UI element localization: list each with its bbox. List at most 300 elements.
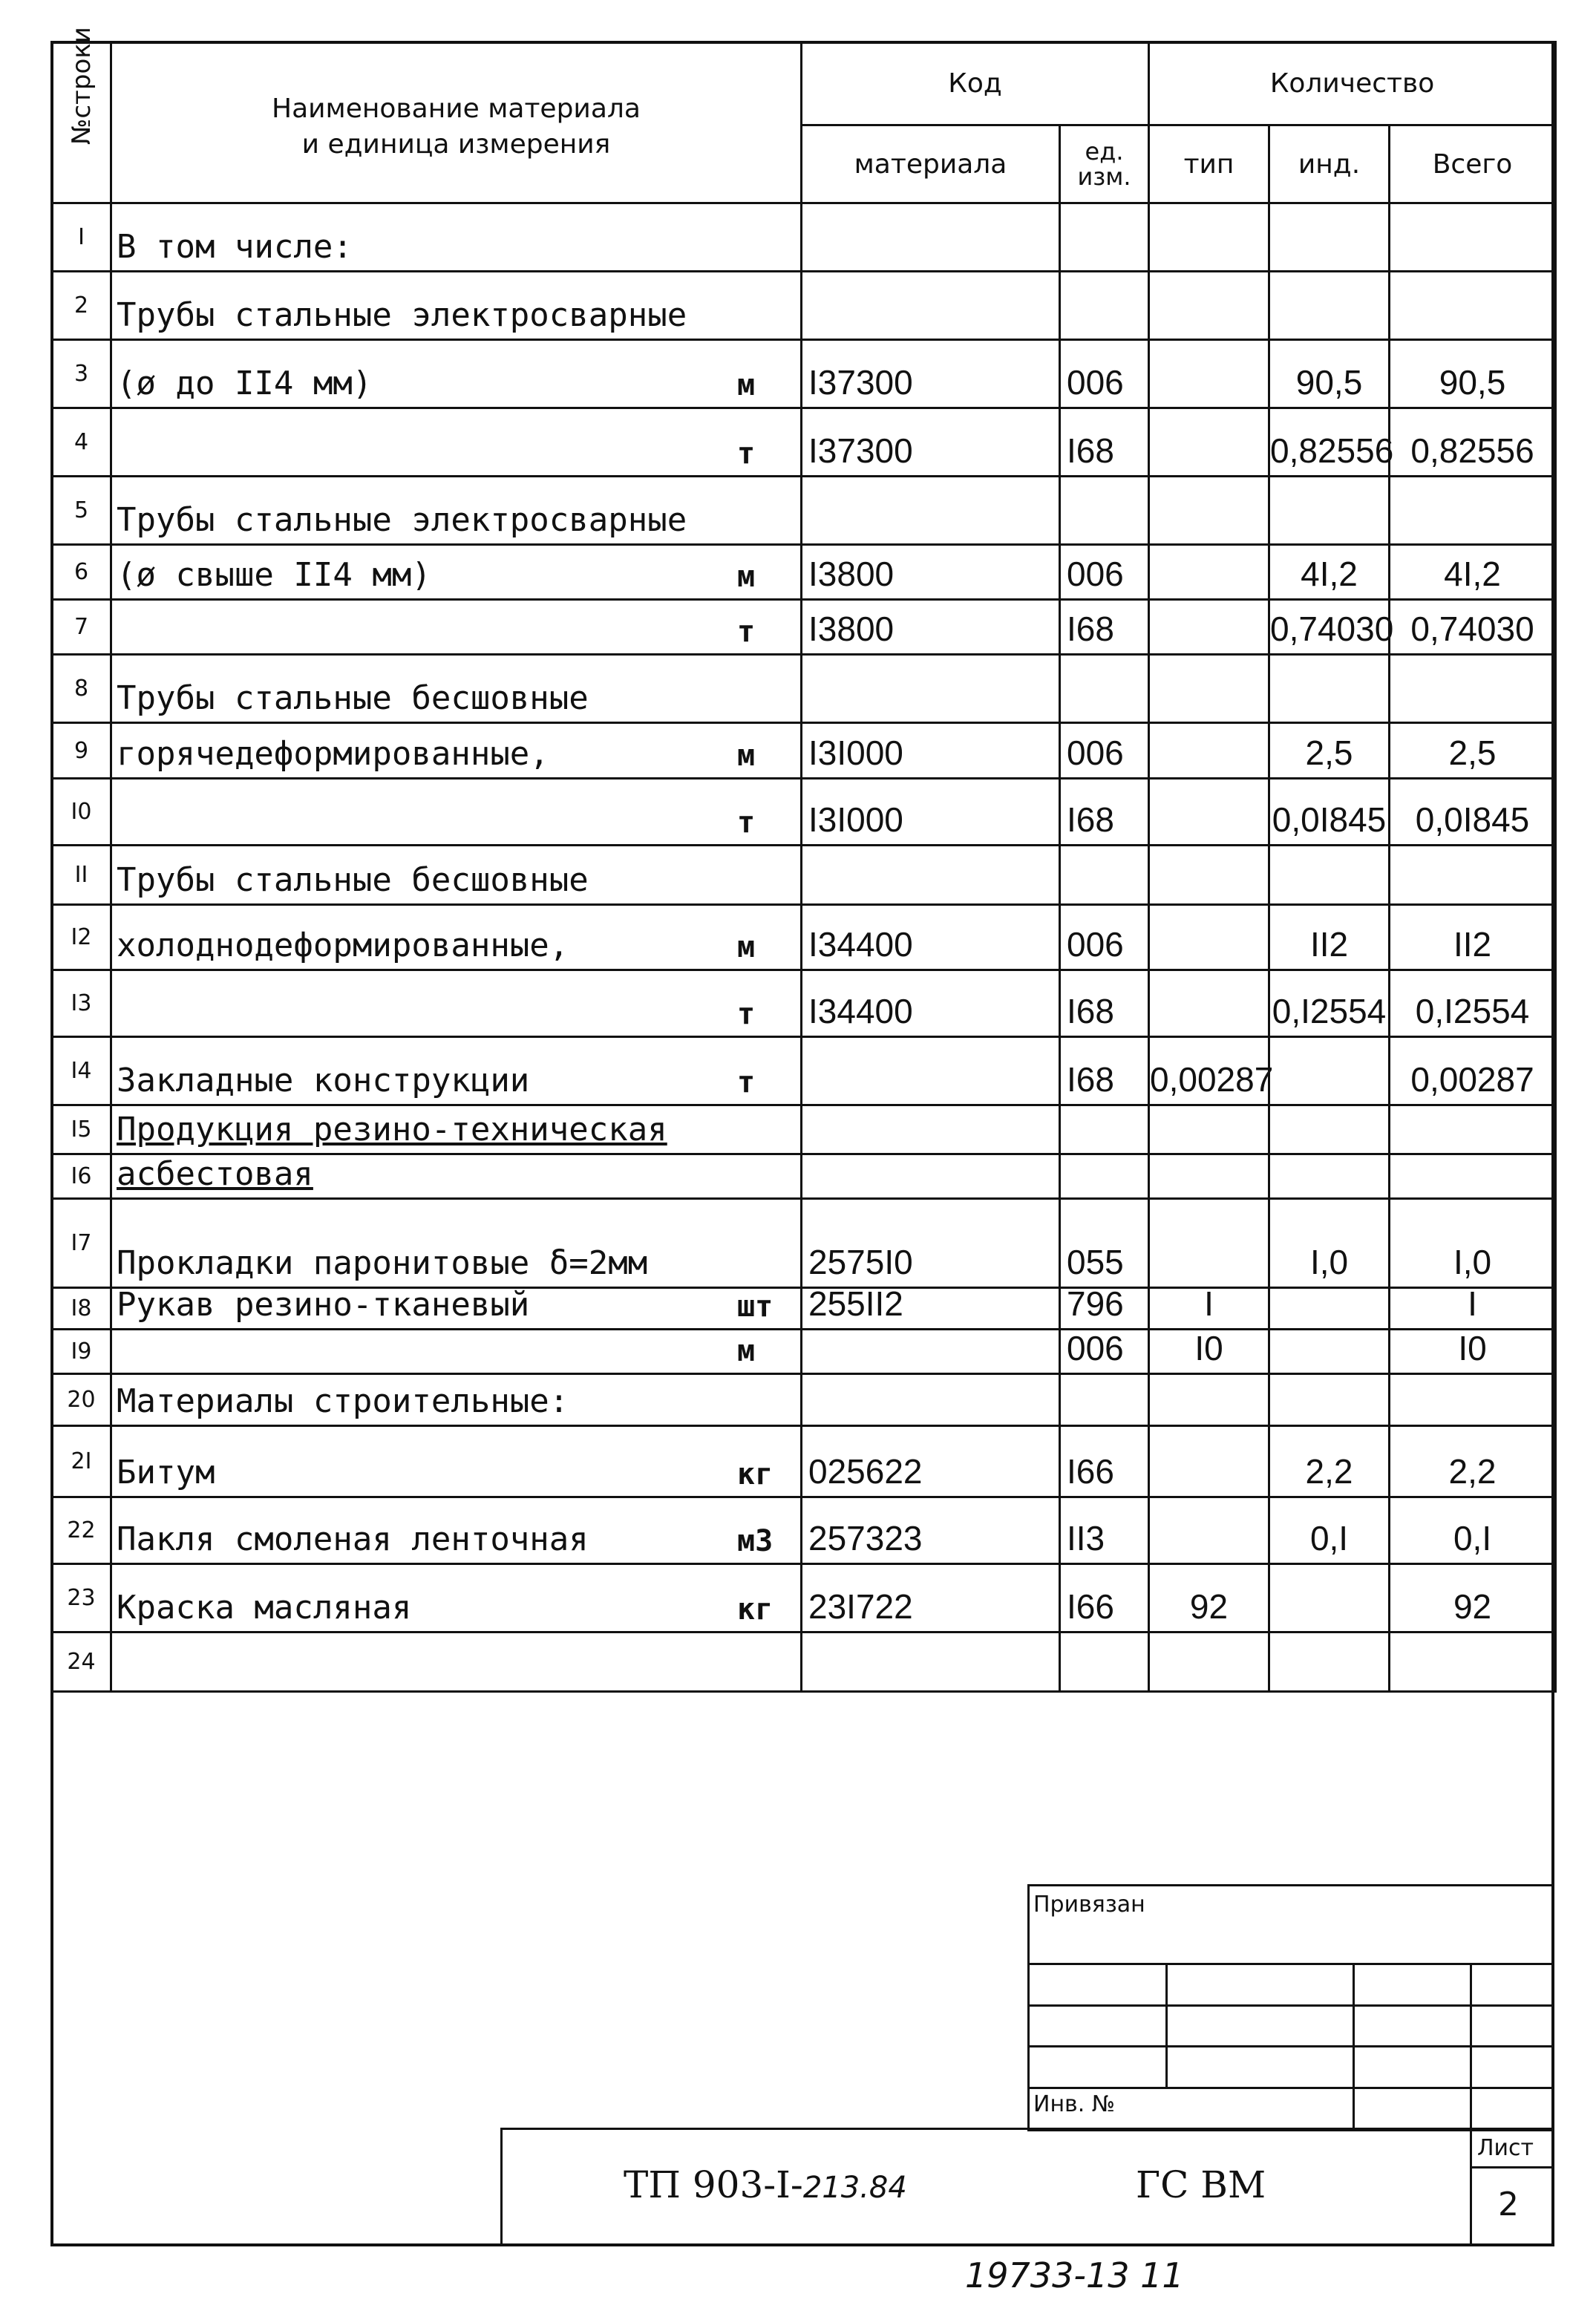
document-code-prefix: ТП 903-I- — [624, 2163, 803, 2206]
quantity-group-header: Количество — [1149, 42, 1556, 125]
material-name: Трубы стальные бесшовные — [117, 861, 589, 899]
row-number-cell — [52, 723, 111, 779]
type-qty-cell — [1149, 600, 1269, 655]
ind-qty-cell — [1269, 723, 1390, 779]
ind-qty-cell — [1269, 970, 1390, 1037]
unit-code: I68 — [1067, 431, 1114, 470]
table-row — [52, 1497, 1556, 1564]
material-name: В том числе: — [117, 228, 353, 266]
material-name-cell — [111, 203, 802, 272]
total-qty-cell — [1390, 1330, 1556, 1374]
ind-quantity: 0,0I845 — [1272, 800, 1387, 839]
type-qty-cell — [1149, 203, 1269, 272]
total-quantity: 90,5 — [1439, 363, 1506, 402]
unit-code: 006 — [1067, 925, 1124, 964]
material-name-cell — [111, 408, 802, 477]
unit-code-cell — [1060, 655, 1149, 723]
material-code-cell — [802, 1105, 1060, 1154]
unit-of-measure: м — [737, 930, 756, 964]
material-name: (ø свыше II4 мм) — [117, 556, 431, 594]
unit-code-cell — [1060, 1497, 1149, 1564]
unit-code: I66 — [1067, 1452, 1114, 1491]
table-row — [52, 1154, 1556, 1199]
table-row — [52, 655, 1556, 723]
type-quantity: 0,00287 — [1150, 1060, 1274, 1099]
total-qty-cell — [1390, 846, 1556, 905]
total-qty-cell — [1390, 1154, 1556, 1199]
type-qty-cell — [1149, 340, 1269, 408]
unit-code-cell — [1060, 1105, 1149, 1154]
row-number: 9 — [73, 737, 89, 764]
row-number: 7 — [73, 614, 89, 640]
total-quantity: 0,0I845 — [1415, 800, 1530, 839]
ind-quantity: I,0 — [1309, 1243, 1349, 1281]
total-qty-cell — [1390, 1199, 1556, 1288]
unit-code-cell — [1060, 1330, 1149, 1374]
table-row — [52, 1426, 1556, 1497]
unit-of-measure: т — [737, 615, 756, 649]
stamp-line — [1353, 1963, 1355, 2131]
material-name-cell — [111, 970, 802, 1037]
ind-qty-cell — [1269, 1632, 1390, 1692]
type-qty-cell — [1149, 477, 1269, 545]
unit-code-cell — [1060, 272, 1149, 340]
name-header-line1: Наименование материала — [272, 94, 641, 124]
row-number-cell — [52, 477, 111, 545]
total-quantity: 4I,2 — [1444, 555, 1501, 593]
total-qty-cell — [1390, 600, 1556, 655]
material-code: I3I000 — [808, 800, 903, 839]
row-number: 2 — [73, 292, 89, 318]
row-number: 4 — [73, 429, 89, 455]
ind-qty-cell — [1269, 340, 1390, 408]
material-name-cell — [111, 723, 802, 779]
material-code: 025622 — [808, 1452, 923, 1491]
row-number: 23 — [67, 1585, 96, 1611]
total-qty-cell — [1390, 1284, 1556, 1330]
ind-qty-cell — [1269, 779, 1390, 846]
total-quantity: 0,00287 — [1410, 1060, 1534, 1099]
total-quantity: 0,82556 — [1410, 431, 1534, 470]
type-quantity: I — [1204, 1284, 1214, 1323]
total-qty-cell — [1390, 477, 1556, 545]
unit-code-header — [1060, 125, 1149, 203]
row-number: I2 — [71, 924, 92, 950]
table-row — [52, 779, 1556, 846]
row-number: I4 — [71, 1058, 92, 1084]
ind-qty-cell — [1269, 905, 1390, 970]
unit-code: 006 — [1067, 363, 1124, 402]
ind-qty-cell — [1269, 272, 1390, 340]
row-number: I6 — [71, 1163, 92, 1189]
material-code-cell — [802, 340, 1060, 408]
row-number-cell — [52, 1288, 111, 1330]
total-qty-cell — [1390, 1105, 1556, 1154]
table-row — [52, 203, 1556, 272]
material-code-cell — [802, 1374, 1060, 1426]
stamp-line — [1027, 1963, 1554, 1965]
type-qty-cell — [1149, 779, 1269, 846]
row-number: 6 — [73, 559, 89, 585]
unit-code: 796 — [1067, 1284, 1124, 1323]
material-name-cell — [111, 1288, 802, 1330]
unit-of-measure: т — [737, 805, 756, 840]
material-code: 257323 — [808, 1519, 923, 1558]
row-number: I7 — [71, 1230, 92, 1256]
unit-code-cell — [1060, 723, 1149, 779]
material-name: Материалы строительные: — [117, 1382, 569, 1420]
unit-code-cell — [1060, 1426, 1149, 1497]
total-quantity: 0,74030 — [1410, 609, 1534, 648]
stamp-line — [1470, 1963, 1472, 2131]
ind-qty-cell — [1269, 477, 1390, 545]
table-row — [52, 477, 1556, 545]
material-name: Краска масляная — [117, 1589, 412, 1627]
unit-code-cell — [1060, 970, 1149, 1037]
table-body — [52, 203, 1556, 1692]
material-name-cell — [111, 905, 802, 970]
row-number: I8 — [71, 1295, 92, 1321]
row-number-cell — [52, 203, 111, 272]
table-row — [52, 1564, 1556, 1632]
table-row — [52, 272, 1556, 340]
row-number-cell — [52, 408, 111, 477]
material-code: I3I000 — [808, 733, 903, 772]
material-name: холоднодеформированные, — [117, 926, 569, 964]
handwritten-number: 19733-13 11 — [965, 2255, 1184, 2295]
material-code-cell — [802, 655, 1060, 723]
table-row — [52, 1330, 1556, 1374]
ind-qty-cell — [1269, 1374, 1390, 1426]
row-number: 2I — [71, 1448, 92, 1474]
table-row — [52, 408, 1556, 477]
total-qty-cell — [1390, 340, 1556, 408]
bound-label: Привязан — [1033, 1892, 1145, 1918]
ind-header: инд. — [1269, 125, 1390, 203]
ind-qty-cell — [1269, 203, 1390, 272]
material-code: 255II2 — [808, 1284, 903, 1323]
material-code: I3800 — [808, 609, 895, 648]
document-code-handwritten: 213.84 — [802, 2171, 907, 2205]
row-number: 3 — [73, 361, 89, 387]
ind-quantity: 0,74030 — [1270, 609, 1394, 648]
material-name: Закладные конструкции — [117, 1062, 530, 1099]
unit-code: I66 — [1067, 1587, 1114, 1626]
table-row — [52, 340, 1556, 408]
material-name: Рукав резино-тканевый — [117, 1286, 530, 1324]
unit-code-cell — [1060, 477, 1149, 545]
table-row — [52, 846, 1556, 905]
unit-code-cell — [1060, 408, 1149, 477]
unit-code: I68 — [1067, 800, 1114, 839]
ind-qty-cell — [1269, 655, 1390, 723]
unit-of-measure: кг — [737, 1457, 774, 1491]
material-name-cell — [111, 1426, 802, 1497]
material-code-header: материала — [802, 125, 1060, 203]
unit-code-cell — [1060, 779, 1149, 846]
unit-code-cell — [1060, 1284, 1149, 1330]
table-row — [52, 723, 1556, 779]
ind-quantity: 0,I — [1309, 1519, 1349, 1558]
material-name: горячедеформированные, — [117, 735, 549, 773]
type-qty-cell — [1149, 655, 1269, 723]
total-quantity: I — [1468, 1284, 1477, 1323]
material-name: Прокладки паронитовые δ=2мм — [117, 1244, 648, 1282]
row-number-cell — [52, 846, 111, 905]
total-qty-cell — [1390, 408, 1556, 477]
material-name-cell — [111, 1154, 802, 1199]
unit-of-measure: шт — [737, 1290, 774, 1324]
code-group-header: Код — [802, 42, 1149, 125]
table-row — [52, 1374, 1556, 1426]
total-qty-cell — [1390, 1497, 1556, 1564]
title-block-divider — [1470, 2128, 1472, 2246]
material-code-cell — [802, 600, 1060, 655]
type-qty-cell — [1149, 1199, 1269, 1288]
type-qty-cell — [1149, 272, 1269, 340]
material-code: I34400 — [808, 925, 913, 964]
row-number-cell — [52, 1330, 111, 1374]
row-number: I9 — [71, 1339, 92, 1364]
ind-qty-cell — [1269, 1288, 1390, 1330]
unit-code-header-line2: изм. — [1077, 163, 1131, 191]
row-number-cell — [52, 970, 111, 1037]
material-name-cell — [111, 779, 802, 846]
material-code-cell — [802, 1632, 1060, 1692]
material-name-cell — [111, 340, 802, 408]
material-code-cell — [802, 545, 1060, 600]
material-code-cell — [802, 272, 1060, 340]
material-code-cell — [802, 905, 1060, 970]
material-name: Трубы стальные электросварные — [117, 296, 687, 334]
row-number-cell — [52, 1374, 111, 1426]
total-qty-cell — [1390, 272, 1556, 340]
material-name: Битум — [117, 1454, 215, 1491]
materials-table — [50, 27, 1557, 1693]
total-qty-cell — [1390, 1426, 1556, 1497]
ind-qty-cell — [1269, 1564, 1390, 1632]
document-section: ГС ВМ — [1136, 2163, 1266, 2206]
stamp-line — [1165, 1963, 1168, 2087]
type-quantity: I0 — [1194, 1329, 1223, 1367]
ind-qty-cell — [1269, 600, 1394, 655]
unit-code: 055 — [1067, 1243, 1124, 1281]
type-qty-cell — [1149, 1330, 1269, 1374]
name-header-line2: и единица измерения — [301, 129, 611, 160]
unit-code: I68 — [1067, 1060, 1114, 1099]
ind-quantity: 0,82556 — [1270, 431, 1394, 470]
table-row — [52, 1288, 1556, 1330]
type-qty-cell — [1149, 1284, 1269, 1330]
material-name-cell — [111, 1632, 802, 1692]
type-qty-cell — [1149, 970, 1269, 1037]
ind-quantity: 4I,2 — [1301, 555, 1358, 593]
material-code-cell — [802, 1284, 1060, 1330]
row-number: I0 — [71, 799, 92, 825]
type-qty-cell — [1149, 1564, 1269, 1632]
total-qty-cell — [1390, 779, 1556, 846]
table-row — [52, 1632, 1556, 1692]
type-qty-cell — [1149, 1154, 1269, 1199]
material-name-cell — [111, 1497, 802, 1564]
stamp-line — [1027, 2045, 1554, 2047]
table-row — [52, 1105, 1556, 1154]
total-quantity: 0,I — [1453, 1519, 1492, 1558]
material-code-cell — [802, 1154, 1060, 1199]
material-code: 2575I0 — [808, 1243, 913, 1281]
table-row — [52, 970, 1556, 1037]
row-number: I3 — [71, 990, 92, 1016]
unit-of-measure: м — [737, 560, 756, 594]
material-code: I3800 — [808, 555, 895, 593]
row-number-cell — [52, 1105, 111, 1154]
material-code-cell — [802, 779, 1060, 846]
ind-qty-cell — [1269, 1037, 1390, 1105]
type-header: тип — [1149, 125, 1269, 203]
unit-code-cell — [1060, 1564, 1149, 1632]
material-name-cell — [111, 1199, 802, 1288]
material-code: I37300 — [808, 431, 913, 470]
material-code-cell — [802, 846, 1060, 905]
ind-quantity: 2,5 — [1305, 733, 1353, 772]
ind-quantity: II2 — [1309, 925, 1349, 964]
unit-of-measure: м — [737, 739, 756, 773]
material-code: I34400 — [808, 992, 913, 1030]
total-quantity: I0 — [1458, 1329, 1487, 1367]
material-code-cell — [802, 970, 1060, 1037]
material-code-cell — [802, 1497, 1060, 1564]
row-number-cell — [52, 545, 111, 600]
row-number: II — [74, 862, 88, 888]
row-number-cell — [52, 272, 111, 340]
unit-of-measure: т — [737, 997, 756, 1031]
unit-of-measure: т — [737, 1065, 756, 1099]
material-code-cell — [802, 1199, 1060, 1288]
total-qty-cell — [1390, 1632, 1556, 1692]
row-number: 24 — [67, 1649, 96, 1675]
material-name-cell — [111, 545, 802, 600]
total-quantity: 2,5 — [1448, 733, 1497, 772]
material-name-cell — [111, 1037, 802, 1105]
unit-code-header-line1: ед. — [1085, 137, 1124, 166]
total-qty-cell — [1390, 970, 1556, 1037]
row-number-cell — [52, 1037, 111, 1105]
ind-quantity: 90,5 — [1295, 363, 1363, 402]
total-qty-cell — [1390, 1564, 1556, 1632]
type-qty-cell — [1149, 846, 1269, 905]
ind-qty-cell — [1269, 408, 1394, 477]
material-name-cell — [111, 272, 802, 340]
type-qty-cell — [1149, 1105, 1269, 1154]
material-name-cell — [111, 1105, 802, 1154]
material-code: 23I722 — [808, 1587, 913, 1626]
ind-qty-cell — [1269, 1105, 1390, 1154]
table-row — [52, 600, 1556, 655]
unit-code-cell — [1060, 340, 1149, 408]
row-number: 8 — [73, 676, 89, 702]
material-code-cell — [802, 723, 1060, 779]
unit-code: 006 — [1067, 1329, 1124, 1367]
row-number-header: №строки — [52, 42, 111, 203]
material-code-cell — [802, 1037, 1060, 1105]
material-name-cell — [111, 1564, 802, 1632]
total-qty-cell — [1390, 1037, 1556, 1105]
unit-code: I68 — [1067, 609, 1114, 648]
row-number: I — [78, 224, 85, 250]
table-row — [52, 1199, 1556, 1288]
title-block-divider — [1470, 2166, 1554, 2168]
material-name-cell — [111, 846, 802, 905]
table-row — [52, 1037, 1556, 1105]
row-number: 22 — [67, 1517, 96, 1543]
type-qty-cell — [1149, 905, 1269, 970]
unit-code-cell — [1060, 1199, 1149, 1288]
material-code-cell — [802, 203, 1060, 272]
unit-code-cell — [1060, 203, 1149, 272]
row-number-cell — [52, 905, 111, 970]
material-code-cell — [802, 1330, 1060, 1374]
row-number: I5 — [71, 1117, 92, 1143]
row-number-cell — [52, 655, 111, 723]
total-qty-cell — [1390, 905, 1556, 970]
row-number-cell — [52, 1199, 111, 1288]
inv-label: Инв. № — [1033, 2091, 1116, 2117]
row-number-cell — [52, 1154, 111, 1199]
unit-code-cell — [1060, 905, 1149, 970]
unit-of-measure: м — [737, 1334, 756, 1368]
stamp-line — [1027, 2087, 1554, 2089]
type-qty-cell — [1149, 408, 1269, 477]
name-header — [111, 42, 802, 203]
material-name: асбестовая — [117, 1155, 313, 1193]
total-qty-cell — [1390, 655, 1556, 723]
ind-qty-cell — [1269, 1154, 1390, 1199]
total-qty-cell — [1390, 1374, 1556, 1426]
material-name-cell — [111, 600, 802, 655]
unit-code-cell — [1060, 1037, 1149, 1105]
ind-quantity: 2,2 — [1305, 1452, 1353, 1491]
unit-of-measure: т — [737, 437, 756, 471]
row-number-cell — [52, 1426, 111, 1497]
ind-qty-cell — [1269, 1426, 1390, 1497]
material-name: Трубы стальные электросварные — [117, 501, 687, 539]
row-number-cell — [52, 600, 111, 655]
unit-code-cell — [1060, 846, 1149, 905]
type-qty-cell — [1149, 1497, 1269, 1564]
unit-code: I68 — [1067, 992, 1114, 1030]
document-code — [624, 2163, 907, 2206]
material-code-cell — [802, 477, 1060, 545]
row-number: 5 — [73, 497, 89, 523]
unit-code-cell — [1060, 1374, 1149, 1426]
material-name-cell — [111, 655, 802, 723]
type-qty-cell — [1149, 545, 1269, 600]
row-number-cell — [52, 340, 111, 408]
unit-code: 006 — [1067, 733, 1124, 772]
total-qty-cell — [1390, 203, 1556, 272]
material-code-cell — [802, 1426, 1060, 1497]
material-name-cell — [111, 1374, 802, 1426]
material-name: Трубы стальные бесшовные — [117, 679, 589, 717]
sheet-number: 2 — [1498, 2186, 1519, 2223]
ind-qty-cell — [1269, 846, 1390, 905]
unit-of-measure: м3 — [737, 1524, 774, 1558]
type-qty-cell — [1149, 1426, 1269, 1497]
ind-qty-cell — [1269, 1330, 1390, 1374]
type-quantity: 92 — [1189, 1587, 1229, 1626]
ind-qty-cell — [1269, 545, 1390, 600]
unit-code-cell — [1060, 600, 1149, 655]
